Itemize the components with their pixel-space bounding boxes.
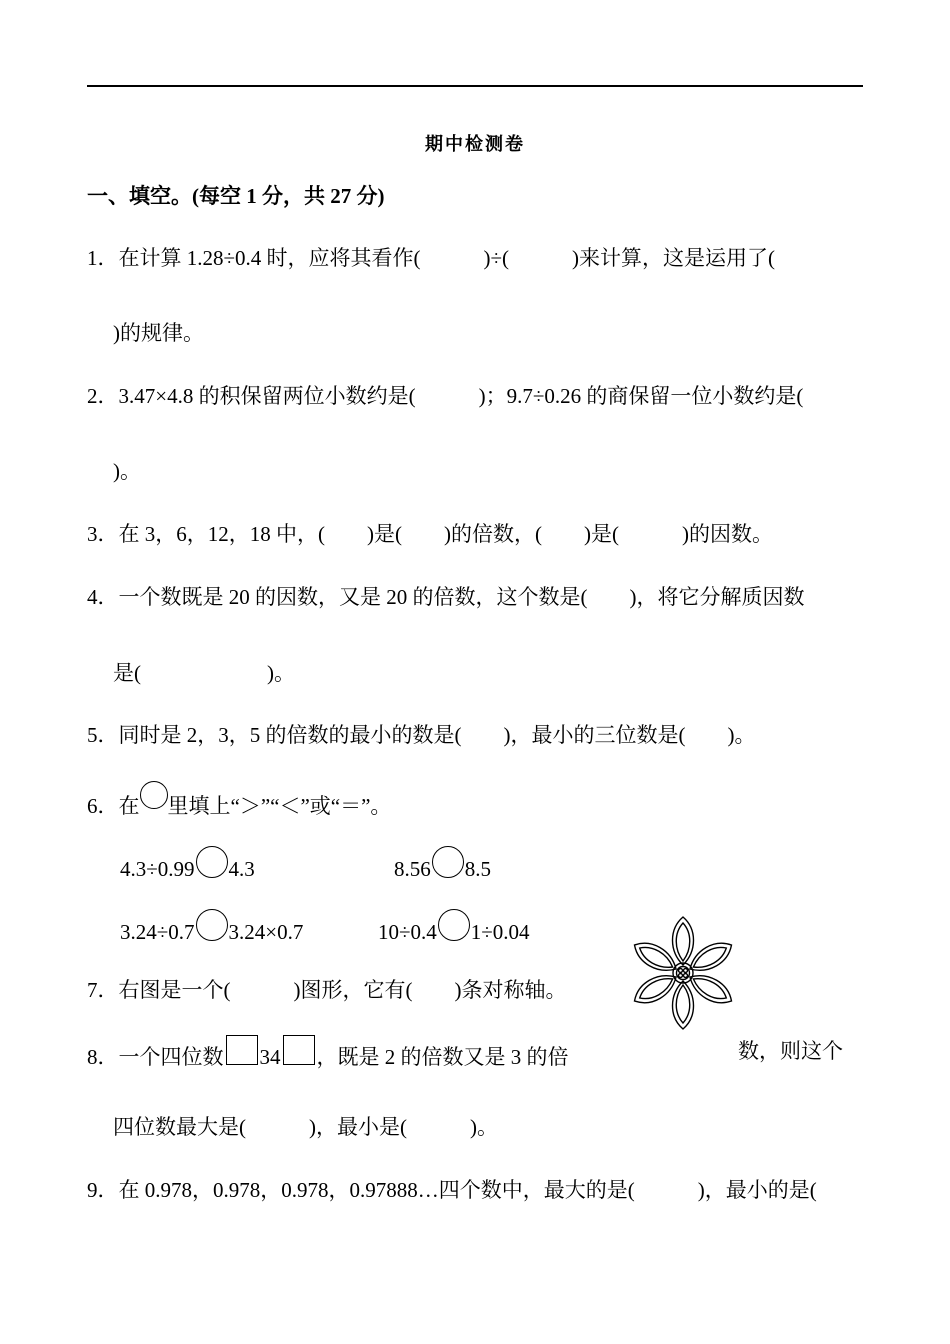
question-8-line-2: 四位数最大是( )，最小是( )。	[113, 1115, 498, 1139]
flower-figure-icon	[622, 915, 744, 1033]
question-5: 5．同时是 2，3，5 的倍数的最小的数是( )，最小的三位数是( )。	[87, 723, 756, 747]
q6-item-3-right: 3.24×0.7	[228, 920, 304, 944]
q6-item-3	[120, 909, 303, 945]
section-heading: 一、填空。(每空 1 分，共 27 分)	[87, 184, 385, 208]
compare-circle-icon	[140, 781, 168, 809]
q6-item-3-left: 3.24÷0.7	[120, 920, 195, 944]
answer-circle[interactable]	[196, 909, 228, 941]
answer-circle[interactable]	[196, 846, 228, 878]
q8-middle: 34	[259, 1045, 281, 1069]
q6-item-2	[394, 846, 491, 882]
q6-item-2-left: 8.56	[394, 857, 431, 881]
q6-suffix: 里填上“＞”“＜”或“＝”。	[167, 794, 392, 818]
question-6-instruction	[87, 781, 391, 820]
answer-circle[interactable]	[438, 909, 470, 941]
question-4-line-2: 是( )。	[113, 661, 295, 685]
answer-circle[interactable]	[432, 846, 464, 878]
header-rule	[87, 85, 863, 87]
question-2-line-2: )。	[113, 459, 141, 483]
question-2-line-1: 2．3.47×4.8 的积保留两位小数约是( )；9.7÷0.26 的商保留一位小数约是(	[87, 384, 804, 408]
q6-item-2-right: 8.5	[464, 857, 491, 881]
q8-suffix: ，既是 2 的倍数又是 3 的倍	[316, 1045, 569, 1069]
question-7: 7．右图是一个( )图形，它有( )条对称轴。	[87, 978, 567, 1002]
petal	[673, 917, 694, 965]
q6-item-1-left: 4.3÷0.99	[120, 857, 195, 881]
q6-item-1	[120, 846, 255, 882]
q6-prefix: 6．在	[87, 794, 140, 818]
question-1-line-1: 1．在计算 1.28÷0.4 时，应将其看作( )÷( )来计算，这是运用了(	[87, 246, 776, 270]
digit-box[interactable]	[283, 1035, 315, 1065]
question-3: 3．在 3，6，12，18 中，( )是( )的倍数，( )是( )的因数。	[87, 522, 773, 546]
q8-prefix: 8．一个四位数	[87, 1045, 224, 1069]
digit-box[interactable]	[226, 1035, 258, 1065]
question-4-line-1: 4．一个数既是 20 的因数，又是 20 的倍数，这个数是( )，将它分解质因数	[87, 585, 805, 609]
question-9: 9．在 0.978，0.978，0.978，0.97888…四个数中，最大的是( )，最小的是(	[87, 1178, 817, 1202]
q8-tail: 数，则这个	[738, 1039, 843, 1063]
q6-item-4	[378, 909, 530, 945]
q6-item-4-right: 1÷0.04	[470, 920, 530, 944]
question-8-line-1	[87, 1035, 569, 1071]
question-1-line-2: )的规律。	[113, 321, 204, 345]
q6-item-1-right: 4.3	[228, 857, 255, 881]
q6-item-4-left: 10÷0.4	[378, 920, 437, 944]
page-title: 期中检测卷	[425, 134, 525, 154]
